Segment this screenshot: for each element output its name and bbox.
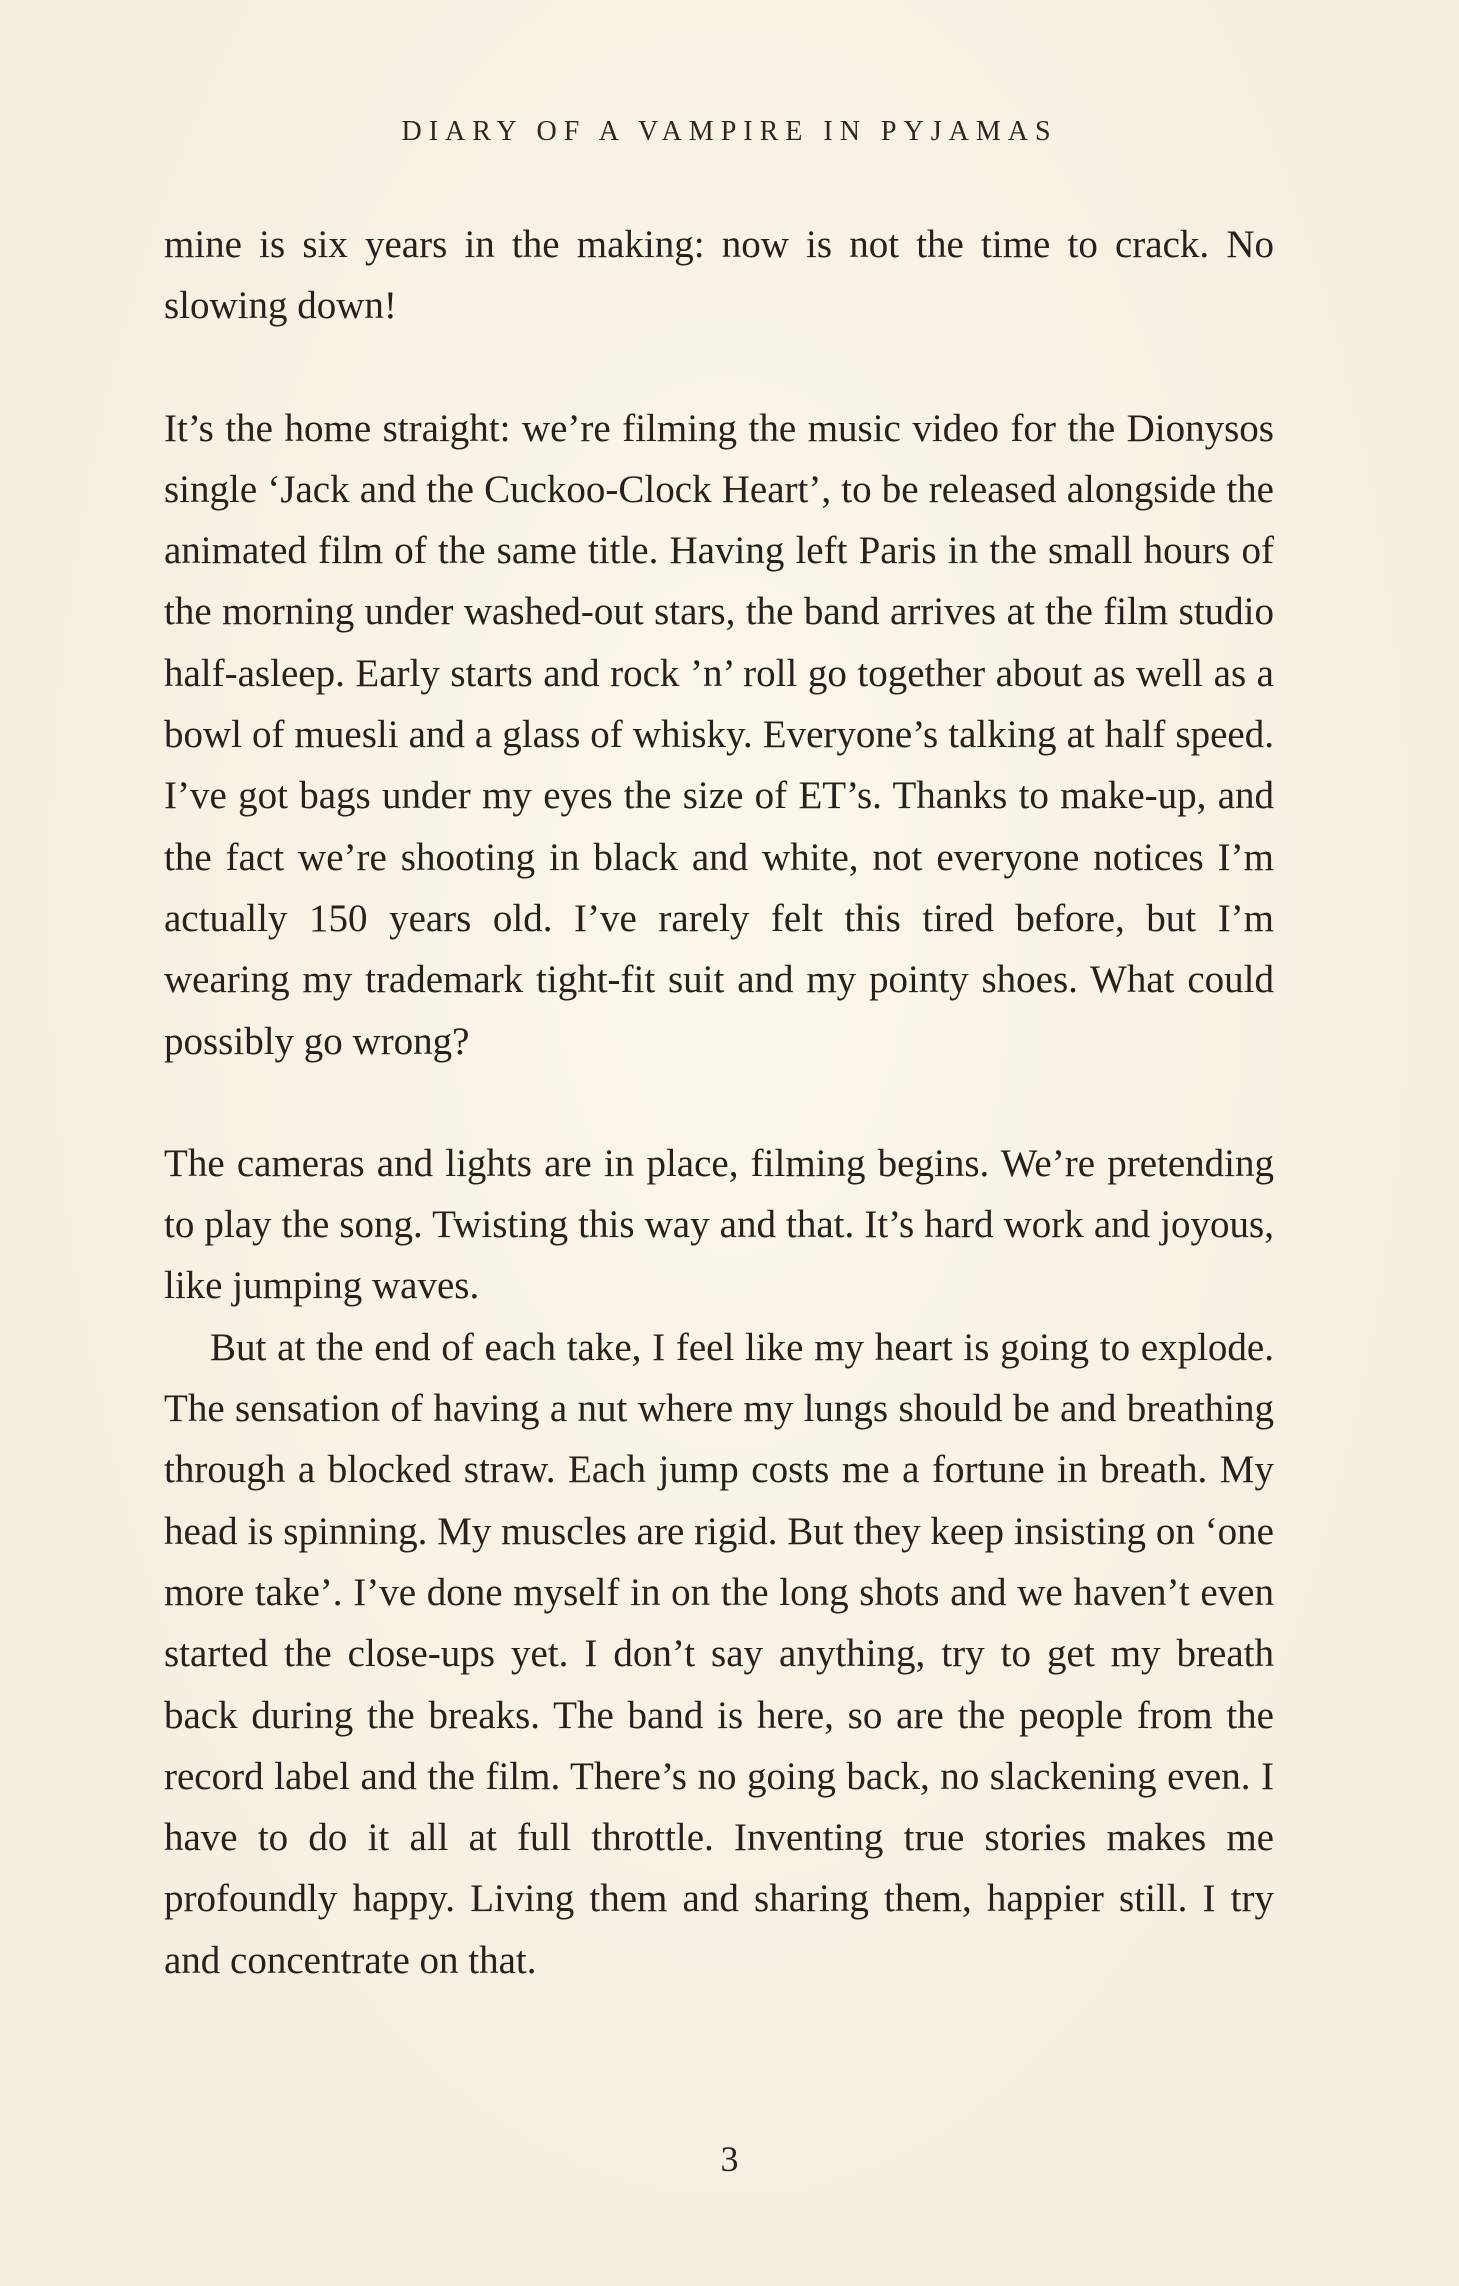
paragraph-2: It’s the home straight: we’re filming the music video for the Dionysos single ‘Jack and the Cuckoo-Clock Heart’, to be released alongside the animated film of the same title. Having left Paris in the small hours of the morning under washed-out stars, the band arrives at the film studio half-asleep. Early starts and rock ’n’ roll go together about as well as a bowl of muesli and a glass of whisky. Everyone’s talking at half speed. I’ve got bags under my eyes the size of ET’s. Thanks to make-up, and the fact we’re shooting in black and white, not everyone notices I’m actually 150 years old. I’ve rarely felt this tired before, but I’m wearing my trademark tight-fit suit and my pointy shoes. What could possibly go wrong? [164,406,1274,1063]
page-number: 3 [720,2139,739,2179]
body-text [164,214,1274,1991]
paragraph-4: But at the end of each take, I feel like my heart is going to explode. The sensation of having a nut where my lungs should be and breathing through a blocked straw. Each jump costs me a fortune in breath. My head is spinning. My muscles are rigid. But they keep insisting on ‘one more take’. I’ve done myself in on the long shots and we haven’t even started the close-ups yet. I don’t say anything, try to get my breath back during the breaks. The band is here, so are the people from the record label and the film. There’s no going back, no slackening even. I have to do it all at full throttle. Inventing true stories makes me profoundly happy. Living them and sharing them, happier still. I try and concentrate on that. [164,1325,1274,1982]
paragraph-1: mine is six years in the making: now is not the time to crack. No slowing down! [164,223,1274,328]
paragraph-3: The cameras and lights are in place, filming begins. We’re pretending to play the song. Twisting this way and that. It’s hard work and joyous, like jumping waves. [164,1141,1274,1308]
running-head: DIARY OF A VAMPIRE IN PYJAMAS [401,116,1058,147]
